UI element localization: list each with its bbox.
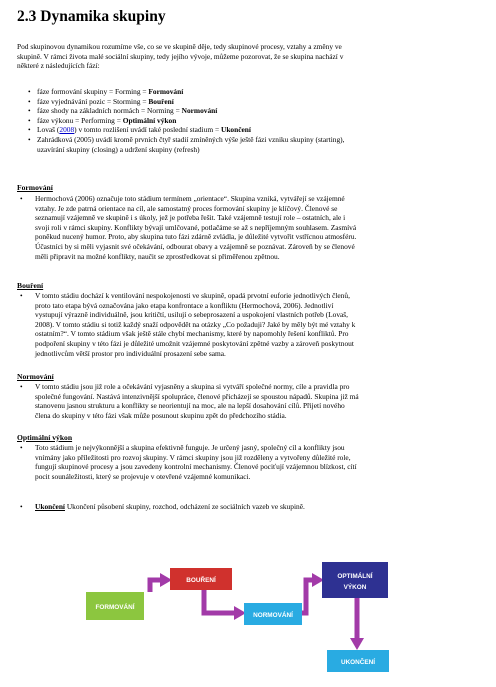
section-body-normovani: • V tomto stádiu jsou již role a očekávání vyjasněny a skupina si vytváří společné normy, cíle a pravidla pro společné fungování. Nastává intenzivnější spolupráce, členové přicházejí se spoustou nápadů. Skupina již má stanovenu jasnou strukturu a konflikty se neorientují na moc, ale na lepší dosahování cílů. Přijetí nového člena do skupiny v této fázi však může posunout skupinu zpět do předchozího stádia.: [20, 382, 359, 420]
section-title-formovani: Formování: [17, 183, 53, 192]
list-item: • Lovaš (2008) v tomto rozlišení uvádí také poslední stadium = Ukončení: [28, 125, 251, 135]
stage-label-normovani: NORMOVÁNÍ: [253, 612, 293, 619]
section-title-ukonceni: Ukončení: [35, 502, 65, 511]
stage-label-formovani: FORMOVÁNÍ: [95, 604, 135, 611]
intro-line: skupině. V rámci života malé sociální skupiny, tedy jejího vývoje, můžeme pozorovat, že se skupina nachází v: [17, 51, 344, 61]
arrow-line: [204, 590, 236, 613]
stage-label-optimalni: OPTIMÁLNÍ: [337, 573, 373, 580]
stage-label-vykon: VÝKON: [343, 584, 367, 591]
stage-box-optimalni-vykon: [322, 562, 388, 598]
list-item: uzavírání skupiny (closing) a udržení skupiny (refresh): [37, 144, 200, 154]
section-ukonceni: • Ukončení Ukončení působení skupiny, rozchod, odcházení ze sociálních vazeb ve skupině.: [20, 502, 305, 511]
list-item: • Zahrádková (2005) uvádí kromě prvních čtyř stadií zmíněných výše ještě fázi vzniku skupiny (starting),: [28, 134, 345, 144]
intro-line: Pod skupinovou dynamikou rozumíme vše, co se ve skupině děje, tedy skupinové procesy, vztahy a změny ve: [17, 42, 342, 51]
section-body-formovani: • Hermochová (2006) označuje toto stádium termínem „orientace“. Skupina vzniká, vytvářejí se vzájemné vztahy. Je zde patrná orientace na cíl, ale samostatný proces formování skupiny je klíčový. Členové se seznamují vzájemně ve skupině i s úkoly, jež je potřeba řešit. Také vzájemně testují role – ostatních, ale i svoji roli v rámci skupiny. Konflikty bývají umlčované, potlačáme se až s nepříjemným souhlasem. Zasmívá poněkud nucený humor. Proto, aby skupina tuto fázi zdárně zvládla, je důležité vytvořit vstřícnou atmosféru. Účastníci by si měli vyjasnit své očekávání, odbourat obavy a vzájemně se poznávat. Zároveň by se členové měli připravit na možné konflikty, naučit se zprostředkovat si přiměřenou zpětnou.: [20, 194, 357, 261]
stage-label-boureni: BOUŘENÍ: [186, 577, 216, 584]
list-item: • fáze vyjednávání pozic = Storming = Bouření: [28, 96, 174, 106]
list-item: • fáze výkonu = Performing = Optimální výkon: [28, 115, 177, 125]
page-title: 2.3 Dynamika skupiny: [17, 8, 166, 25]
section-title-boureni: Bouření: [17, 281, 44, 290]
arrowhead: [350, 638, 364, 650]
stage-label-ukonceni: UKONČENÍ: [340, 659, 376, 666]
section-body-optimalni-vykon: • Toto stádium je nejvýkonnější a skupina efektivně funguje. Je určený jasný, společný cíl a konflikty jsou vnímány jako příležitosti pro rozvoj skupiny. V rámci skupiny jsou již rozděleny a vytvořeny důležité role, fungují skupinové procesy a jsou zavedeny kontrolní mechanismy. Členové pociťují vzájemnou blízkost, cítí pocit sounáležitosti, který se projevuje v otevřené vzájemné komunikaci.: [20, 443, 357, 481]
list-item: • fáze shody na základních normách = Norming = Normování: [28, 106, 218, 116]
section-title-optimalni-vykon: Optimální výkon: [17, 433, 73, 442]
intro-line: některé z následujících fází:: [17, 61, 100, 71]
section-title-normovani: Normování: [17, 372, 54, 381]
section-body-boureni: • V tomto stádiu dochází k ventilování nespokojenosti ve skupině, opadá prvotní euforie jednotlivých členů, proto tato etapa bývá označována jako etapa konfrontace a konfliktu (Hermochová, 2006). Jednotliví vystupují výrazně individuálně, jsou kritičtí, usilují o sebeprosazení a uspokojení vlastních potřeb (Lovaš, 2008). V tomto stádiu si totiž každý snaží odpovědět na otázky „Co požaduji? Jaké by měly být mé vztahy k ostatním?“. V tomto stádium však ještě stále chybí mechanismy, které by napomohly řešení konfliktů. Pro podpoření skupiny v této fázi je důležité umožnit vzájemné poskytování zpětné vazby a zároveň poskytnout jednotlivcům větší prostor pro individuální prosazení sebe sama.: [20, 291, 356, 358]
list-item: • fáze formování skupiny = Forming = Formování: [28, 87, 184, 96]
citation-link[interactable]: 2008: [59, 125, 75, 135]
